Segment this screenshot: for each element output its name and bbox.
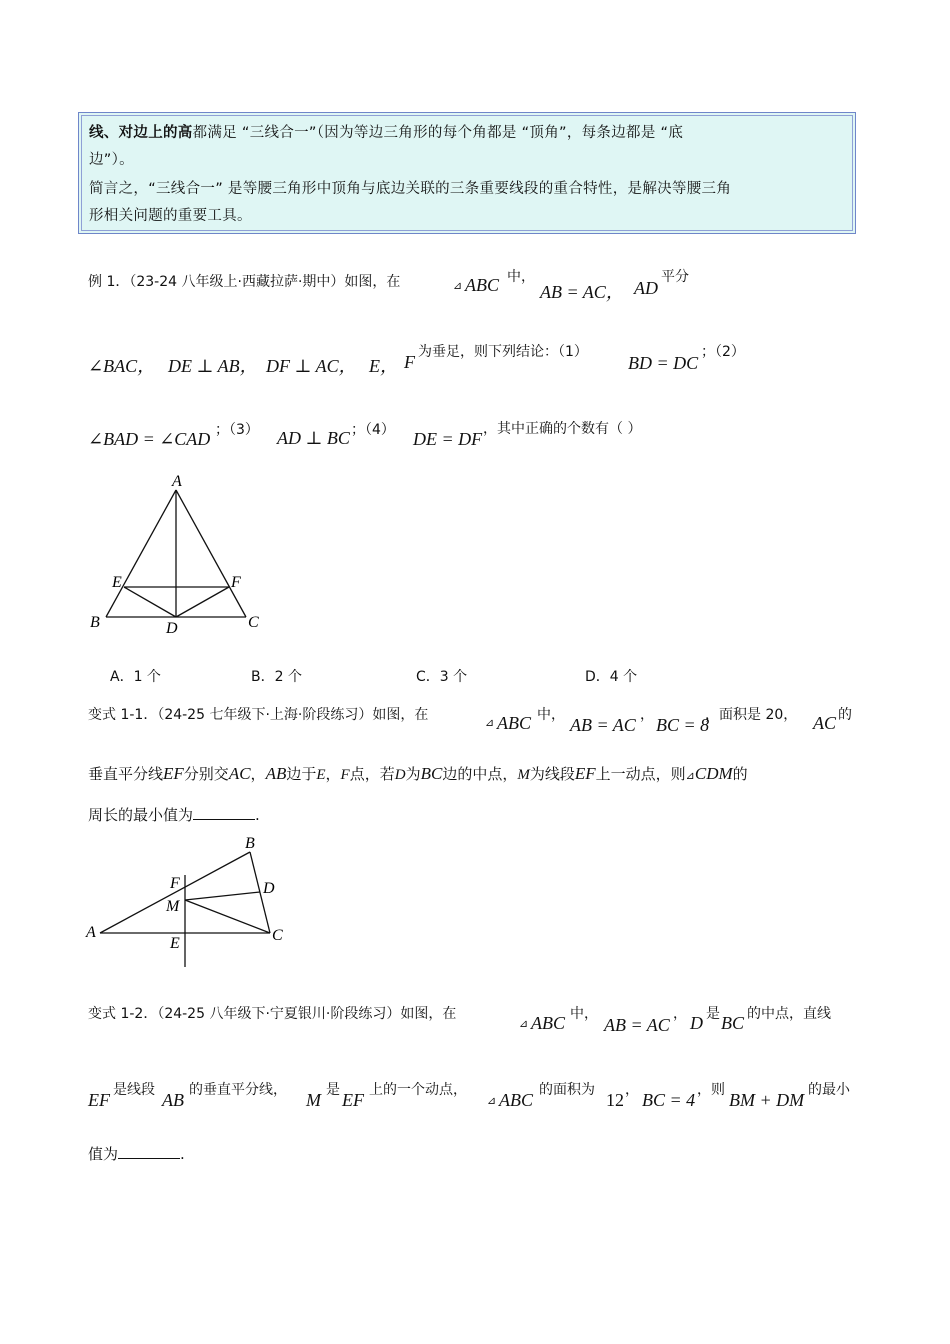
variant2-bm-plus-dm: BM + DM bbox=[729, 1090, 805, 1110]
v2-l3: 值为 bbox=[88, 1145, 119, 1163]
segment-mc bbox=[185, 900, 270, 933]
v1-e: E bbox=[316, 767, 326, 783]
variant1-answer-blank[interactable] bbox=[193, 807, 255, 820]
v1-text-c: 边于 bbox=[286, 765, 317, 783]
v1-ef: EF bbox=[163, 764, 184, 783]
variant2-answer-blank[interactable] bbox=[118, 1146, 180, 1159]
variant2-text-b: 的垂直平分线， bbox=[189, 1082, 287, 1098]
variant1-triangle-symbol: ⊿ bbox=[485, 716, 495, 729]
example1-chuizu: 为垂足，则下列结论：（1） bbox=[418, 344, 588, 360]
v1-text-b: 分别交 bbox=[183, 765, 229, 783]
variant1-area: ，面积是 20， bbox=[705, 707, 798, 723]
option-c[interactable]: C．3 个 bbox=[416, 669, 468, 685]
v1-ef2: EF bbox=[574, 764, 596, 783]
variant1-label: 变式 1-1．（24-25 七年级下·上海·阶段练习）如图，在 bbox=[88, 707, 429, 723]
example1-angle-bad-cad: ∠BAD = ∠CAD bbox=[88, 429, 211, 449]
v1-ab2: AB bbox=[265, 764, 287, 783]
label-d: D bbox=[166, 620, 178, 637]
example1-pingfen: 平分 bbox=[661, 269, 689, 285]
v1-text-f: 边的中点， bbox=[442, 765, 518, 783]
v1-text-g: 为线段 bbox=[529, 765, 575, 783]
example1-angle-bac: ∠BAC， bbox=[88, 356, 156, 376]
summary-bold: 线、对边上的高 bbox=[89, 125, 193, 141]
label-c: C bbox=[272, 927, 283, 944]
example1-bd-eq-dc: BD = DC bbox=[628, 353, 699, 373]
variant2-num12: 12 bbox=[606, 1090, 624, 1110]
v1-text-e: 为 bbox=[405, 765, 421, 783]
summary-line-4: 形相关问题的重要工具。 bbox=[89, 208, 252, 224]
label-e: E bbox=[112, 574, 122, 591]
example1-ad: AD bbox=[634, 278, 658, 298]
v1-f: F bbox=[340, 767, 350, 783]
variant2-abc2: ABC bbox=[499, 1090, 533, 1110]
variant1-ab-eq-ac: AB = AC bbox=[570, 715, 636, 735]
edge-ab bbox=[106, 490, 176, 617]
variant2-d: D bbox=[690, 1013, 703, 1033]
variant1-line3 bbox=[88, 804, 260, 825]
label-b: B bbox=[90, 614, 100, 631]
label-f: F bbox=[170, 875, 180, 892]
variant1-ac: AC bbox=[813, 713, 837, 733]
example1-df-perp-ac: DF ⊥ AC， bbox=[266, 356, 357, 376]
variant2-text-e: ，则 bbox=[697, 1082, 725, 1098]
v1-ac2: AC bbox=[228, 764, 251, 783]
v1-tri2: ⊿ bbox=[685, 769, 695, 782]
variant1-line2 bbox=[88, 763, 748, 784]
variant2-abc: ABC bbox=[531, 1013, 565, 1033]
v1-comma3: ， bbox=[325, 765, 341, 783]
label-m: M bbox=[166, 898, 180, 915]
v1-cdm: CDM bbox=[694, 764, 733, 783]
label-f: F bbox=[231, 574, 241, 591]
option-d[interactable]: D．4 个 bbox=[585, 669, 638, 685]
v1-text-i: 的 bbox=[732, 765, 748, 783]
example1-sep4: ；（4） bbox=[351, 422, 395, 438]
variant2-ab-eq-ac: AB = AC bbox=[604, 1015, 670, 1035]
summary-line-3: 简言之，“三线合一” 是等腰三角形中顶角与底边关联的三条重要线段的重合特性，是解决等腰三角 bbox=[89, 181, 732, 197]
edge-ac bbox=[176, 490, 246, 617]
variant1-bc-eq-8: BC = 8 bbox=[656, 715, 710, 735]
variant2-mid: 的中点，直线 bbox=[747, 1006, 831, 1022]
summary-line-2: 边”）。 bbox=[89, 152, 134, 168]
label-a: A bbox=[86, 924, 96, 941]
v1-d: D bbox=[394, 767, 406, 783]
variant2-text-f: 的最小 bbox=[808, 1082, 850, 1098]
v2-period: . bbox=[180, 1145, 185, 1163]
example1-figure bbox=[84, 470, 264, 640]
label-a: A bbox=[172, 473, 182, 490]
variant2-shi2: 是 bbox=[326, 1082, 340, 1098]
v1-text-h: 上一动点，则 bbox=[595, 765, 686, 783]
variant1-figure bbox=[84, 830, 294, 970]
v1-text-d: 点，若 bbox=[349, 765, 395, 783]
variant1-zhong: 中， bbox=[537, 707, 565, 723]
variant2-line3 bbox=[88, 1143, 185, 1164]
v1-period: . bbox=[255, 806, 260, 824]
example1-zhong: 中， bbox=[507, 269, 535, 285]
example1-ad-perp-bc: AD ⊥ BC bbox=[277, 428, 350, 448]
example1-sep2: ；（2） bbox=[701, 344, 745, 360]
summary-line-1 bbox=[89, 121, 683, 142]
example1-triangle-symbol: ⊿ bbox=[453, 279, 463, 292]
v1-l3: 周长的最小值为 bbox=[88, 806, 194, 824]
example1-label: 例 1．（23-24 八年级上·西藏拉萨·期中）如图，在 bbox=[88, 274, 401, 290]
label-d: D bbox=[263, 880, 275, 897]
label-c: C bbox=[248, 614, 259, 631]
example1-f: F bbox=[404, 352, 415, 372]
v1-m: M bbox=[517, 767, 530, 783]
summary-line-1-rest: 都满足 “三线合一”（因为等边三角形的每个角都是 “顶角”，每条边都是 “底 bbox=[192, 125, 684, 141]
example1-de-eq-df: DE = DF bbox=[413, 429, 483, 449]
segment-md bbox=[185, 892, 260, 900]
label-e: E bbox=[170, 935, 180, 952]
variant2-m: M bbox=[306, 1090, 321, 1110]
variant2-ef2: EF bbox=[342, 1090, 364, 1110]
example1-ab-eq-ac: AB = AC， bbox=[540, 282, 624, 302]
variant2-shi: 是 bbox=[706, 1006, 720, 1022]
variant2-zhong: 中， bbox=[570, 1006, 598, 1022]
variant2-bc-eq-4: BC = 4 bbox=[642, 1090, 696, 1110]
segment-df bbox=[176, 587, 229, 617]
v1-text-a: 垂直平分线 bbox=[88, 765, 164, 783]
variant2-ef: EF bbox=[88, 1090, 110, 1110]
variant2-bc: BC bbox=[721, 1013, 745, 1033]
edge-ab bbox=[100, 852, 250, 933]
example1-sep3: ；（3） bbox=[215, 422, 259, 438]
variant1-comma: ， bbox=[640, 707, 654, 723]
variant1-abc: ABC bbox=[497, 713, 531, 733]
variant2-text-d: 的面积为 bbox=[539, 1082, 595, 1098]
v1-bc: BC bbox=[420, 764, 443, 783]
variant2-comma: ， bbox=[673, 1006, 687, 1022]
label-b: B bbox=[245, 835, 255, 852]
variant2-text-c: 上的一个动点， bbox=[369, 1082, 467, 1098]
example1-abc: ABC bbox=[465, 275, 499, 295]
option-b[interactable]: B．2 个 bbox=[251, 669, 302, 685]
option-a[interactable]: A．1 个 bbox=[110, 669, 161, 685]
variant2-triangle-symbol-2: ⊿ bbox=[487, 1094, 497, 1107]
variant2-label: 变式 1-2．（24-25 八年级下·宁夏银川·阶段练习）如图，在 bbox=[88, 1006, 457, 1022]
variant1-de: 的 bbox=[838, 707, 852, 723]
variant2-ab: AB bbox=[162, 1090, 184, 1110]
example1-tail: ，其中正确的个数有（ ） bbox=[483, 421, 642, 437]
variant2-triangle-symbol: ⊿ bbox=[519, 1017, 529, 1030]
segment-de bbox=[124, 587, 176, 617]
example1-de-perp-ab: DE ⊥ AB， bbox=[168, 356, 258, 376]
variant2-text-a: 是线段 bbox=[113, 1082, 155, 1098]
example1-e: E， bbox=[369, 356, 398, 376]
summary-box bbox=[78, 112, 856, 234]
variant2-comma2: ， bbox=[625, 1082, 639, 1098]
v1-comma2: ， bbox=[250, 765, 266, 783]
